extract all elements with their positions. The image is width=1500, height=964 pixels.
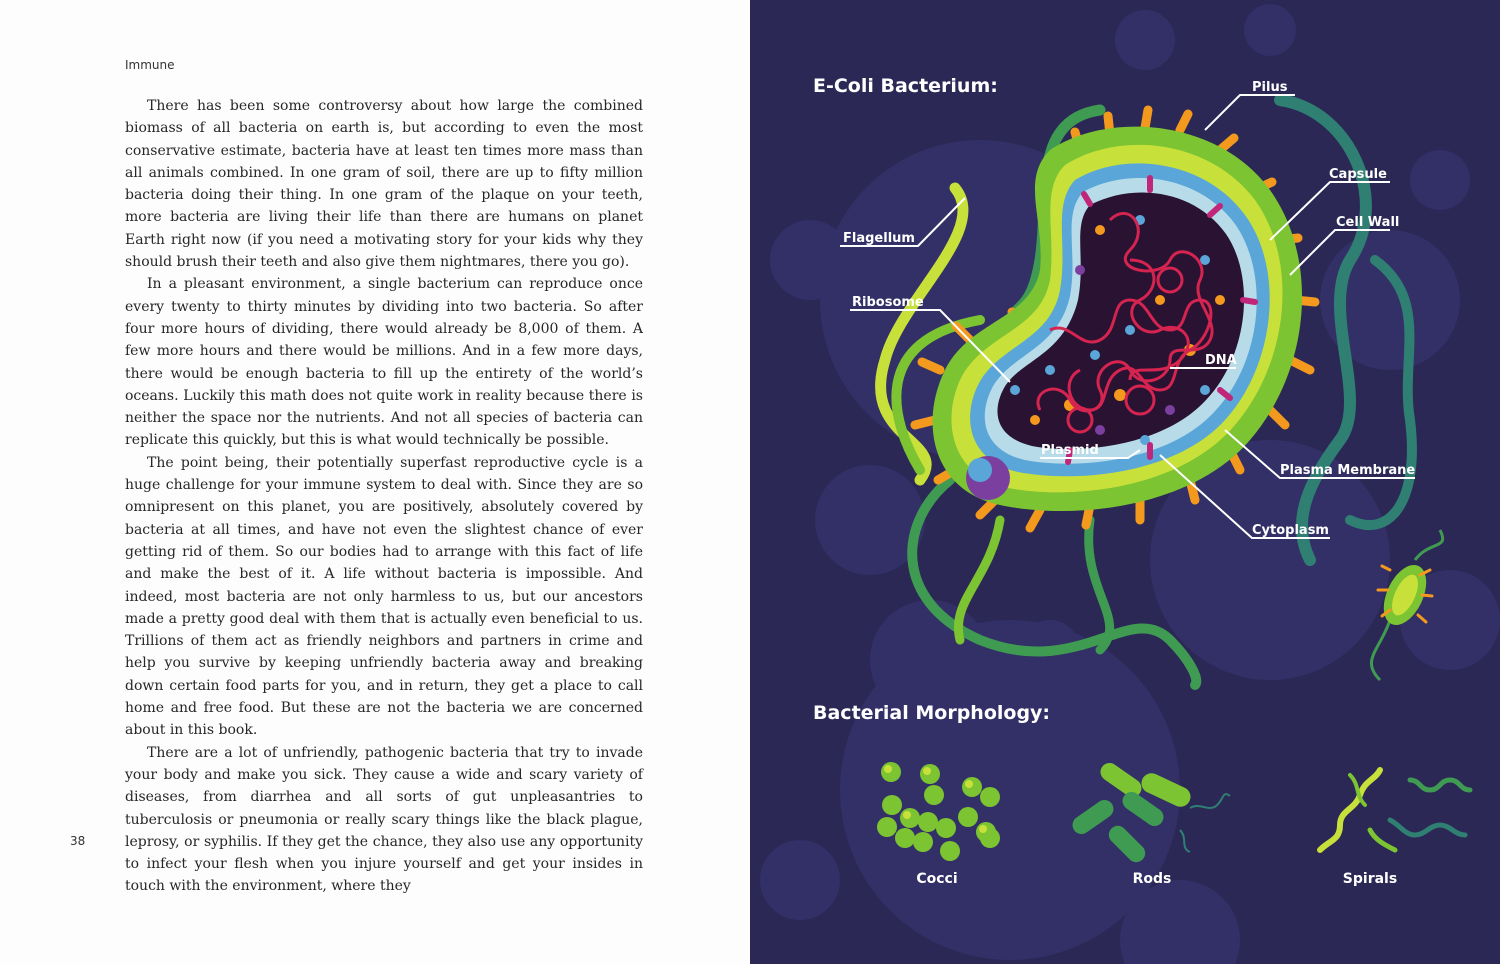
label-cytoplasm: Cytoplasm [1252,523,1329,538]
spirals-illustration [1320,770,1470,850]
label-rods: Rods [1132,871,1172,887]
label-plasma-membrane: Plasma Membrane [1280,463,1416,478]
paragraph: In a pleasant environment, a single bacterium can reproduce once every twenty to thirty minutes by dividing into two bacteria. So after four more hours of dividing, there would already be 8,000 of them. A few more hours and there would be millions. And in a few more days, there would be enough bacteria to fill up the entirety of the world’s oceans. Luckily this math does not quite work in reality because there is neither the space nor the nutrients. And not all species of bacteria can replicate this quickly, but this is what would technically be possible. [125,276,643,449]
label-dna: DNA [1205,353,1237,368]
paragraph: There are a lot of unfriendly, pathogenic bacteria that try to invade your body and make you sick. They cause a wide and scary variety of diseases, from diarrhea and all sorts of gut unpleasantries to tuberculosis or pneumonia or really scary things like the black plague, leprosy, or syphilis. If they get the chance, they also use any opportunity to infect your flesh when you injure yourself and get your insides in touch with the environment, where they [125,744,643,895]
illustration-page [750,0,1500,964]
label-spirals: Spirals [1342,871,1398,887]
morphology-title: Bacterial Morphology: [813,702,1051,724]
diagram-title: E-Coli Bacterium: [813,75,998,97]
label-pilus: Pilus [1252,80,1288,95]
label-cell-wall: Cell Wall [1336,215,1400,230]
paragraph: There has been some controversy about how large the combined biomass of all bacteria on earth is, but according to even the most conservative estimate, bacteria have at least ten times more mass than all animals combined. In one gram of soil, there are up to fifty million bacteria doing their thing. In one gram of the plaque on your teeth, more bacteria are living their life than there are humans on planet Earth right now (if you need a motivating story for your kids why they should brush their teeth and also give them nightmares, there you go). [125,98,643,271]
running-head: Immune [125,58,175,72]
label-flagellum: Flagellum [843,231,915,246]
paragraph: The point being, their potentially superfast reproductive cycle is a huge challenge for your immune system to deal with. Since they are so omnipresent on this planet, you are positively, absolutely covered by bacteria at all times, and have not even the slightest chance of ever getting rid of them. So our bodies had to arrange with this fact of life and make the best of it. A life without bacteria is impossible. And indeed, most bacteria are not only harmless to us, but our ancestors made a pretty good deal with them that is actually even beneficial to us. Trillions of them act as friendly neighbors and partners in crime and help you survive by keeping unfriendly bacteria away and breaking down certain food parts for you, and in return, they get a place to call home and free food. But these are not the bacteria we are concerned about in this book. [125,454,643,739]
page-number: 38 [70,834,86,848]
label-cocci: Cocci [916,871,958,887]
label-plasmid: Plasmid [1041,443,1099,458]
label-capsule: Capsule [1329,167,1387,182]
body-text [125,95,643,898]
ecoli-illustration [750,0,1500,964]
label-ribosome: Ribosome [852,295,924,310]
